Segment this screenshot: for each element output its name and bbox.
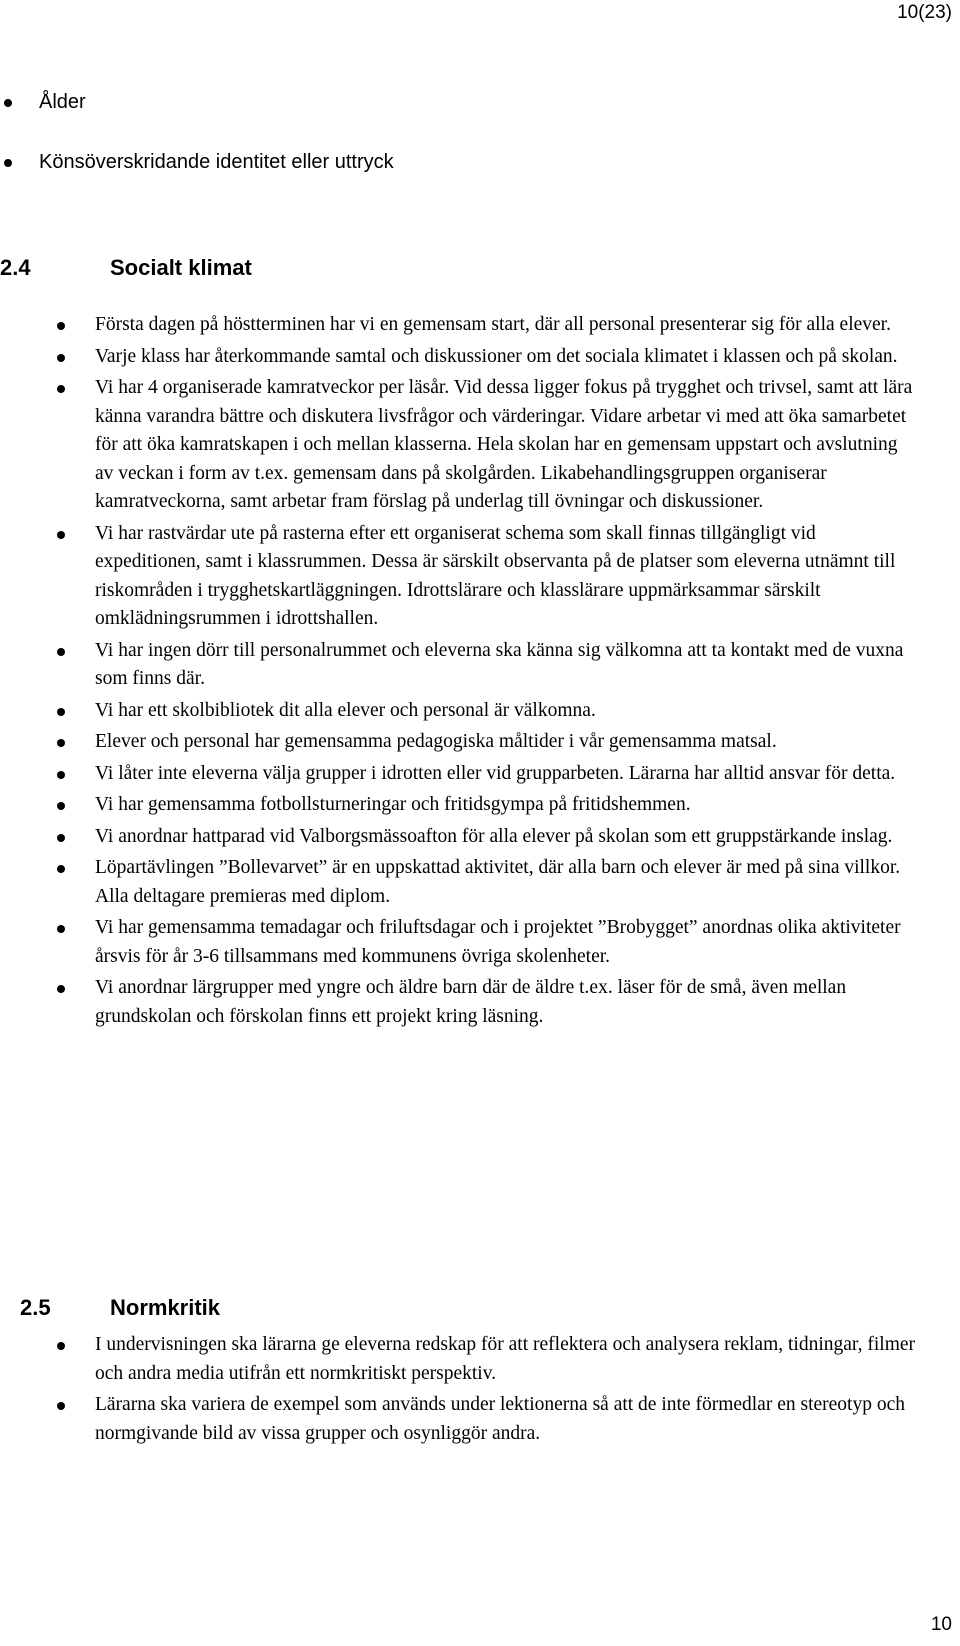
list-item-text: Vi har 4 organiserade kamratveckor per läsår. Vid dessa ligger fokus på trygghet och trivsel, samt att lära känna varandra bättre och diskutera livsfrågor och värderingar. Vidare arbetar vi med att öka samarbetet för att öka kamratskapen i och mellan klasserna. Hela skolan har en gemensam uppstart och avslutning av veckan i form av t.ex. gemensam dans på skolgården. Likabehandlingsgruppen organiserar kamratveckorna, samt arbetar fram förslag på underlag till övningar och diskussioner.	[95, 377, 913, 512]
page-header-number: 10(23)	[897, 2, 952, 23]
section-title: Socialt klimat	[110, 255, 252, 280]
list-item	[0, 637, 920, 694]
list-item-text: Vi har ett skolbibliotek dit alla elever och personal är välkomna.	[95, 699, 596, 721]
section-heading-normkritik	[20, 1295, 220, 1321]
page-footer-number: 10	[930, 1614, 952, 1635]
list-item	[0, 1391, 920, 1448]
list-item	[0, 311, 920, 340]
list-item	[0, 854, 920, 911]
list-item-text: Varje klass har återkommande samtal och diskussioner om det sociala klimatet i klassen och på skolan.	[95, 345, 898, 367]
list-item-text: Vi har rastvärdar ute på rasterna efter ett organiserat schema som skall finnas tillgängligt vid expeditionen, samt i klassrummen. Dessa är särskilt observanta på de platser som eleverna utnämnt till riskområden i trygghetskartläggningen. Idrottslärare och klasslärare uppmärksammar särskilt omklädningsrummen i idrottshallen.	[95, 522, 896, 629]
list-item-text: Vi har ingen dörr till personalrummet och eleverna ska känna sig välkomna att ta kontakt med de vuxna som finns där.	[95, 639, 904, 689]
list-item	[0, 520, 920, 634]
list-item	[0, 760, 920, 789]
list-item	[0, 150, 940, 174]
list-item-text: Första dagen på höstterminen har vi en gemensam start, där all personal presenterar sig för alla elever.	[95, 314, 891, 335]
list-item	[0, 1331, 920, 1388]
list-item-text: Lärarna ska variera de exempel som används under lektionerna så att de inte förmedlar en stereotyp och normgivande bild av vissa grupper och osynliggör andra.	[95, 1394, 905, 1444]
list-item-text: I undervisningen ska lärarna ge eleverna redskap för att reflektera och analysera reklam, tidningar, filmer och andra media utifrån ett normkritiskt perspektiv.	[95, 1334, 916, 1384]
list-item-text: Ålder	[39, 91, 86, 113]
section-number: 2.4	[0, 255, 31, 280]
list-item	[0, 697, 920, 726]
list-item-text: Elever och personal har gemensamma pedagogiska måltider i vår gemensamma matsal.	[95, 731, 777, 752]
list-item-text: Löpartävlingen ”Bollevarvet” är en uppskattad aktivitet, där alla barn och elever är med på sina villkor. Alla deltagare premieras med diplom.	[95, 857, 901, 907]
list-item-text: Vi anordnar hattparad vid Valborgsmässoafton för alla elever på skolan som ett gruppstärkande inslag.	[95, 825, 893, 847]
list-item	[0, 791, 920, 820]
list-item	[0, 343, 920, 372]
normkritik-list	[0, 1331, 920, 1451]
intro-bullet-list	[0, 90, 940, 210]
list-item	[0, 974, 920, 1031]
section-heading-socialt-klimat	[0, 255, 252, 281]
socialt-klimat-list	[0, 311, 920, 1034]
list-item	[0, 914, 920, 971]
list-item	[0, 823, 920, 852]
section-number: 2.5	[20, 1295, 51, 1320]
section-title: Normkritik	[110, 1295, 221, 1320]
list-item-text: Vi låter inte eleverna välja grupper i idrotten eller vid grupparbeten. Lärarna har alltid ansvar för detta.	[95, 762, 896, 784]
list-item-text: Vi anordnar lärgrupper med yngre och äldre barn där de äldre t.ex. läser för de små, även mellan grundskolan och förskolan finns ett projekt kring läsning.	[95, 977, 847, 1027]
list-item	[0, 728, 920, 757]
list-item-text: Vi har gemensamma temadagar och friluftsdagar och i projektet ”Brobygget” anordnas olika aktiviteter årsvis för år 3-6 tillsammans med kommunens övriga skolenheter.	[95, 917, 901, 967]
list-item-text: Könsöverskridande identitet eller uttryck	[39, 151, 394, 173]
list-item-text: Vi har gemensamma fotbollsturneringar och fritidsgympa på fritidshemmen.	[95, 794, 691, 815]
list-item	[0, 374, 920, 517]
list-item	[0, 90, 940, 114]
